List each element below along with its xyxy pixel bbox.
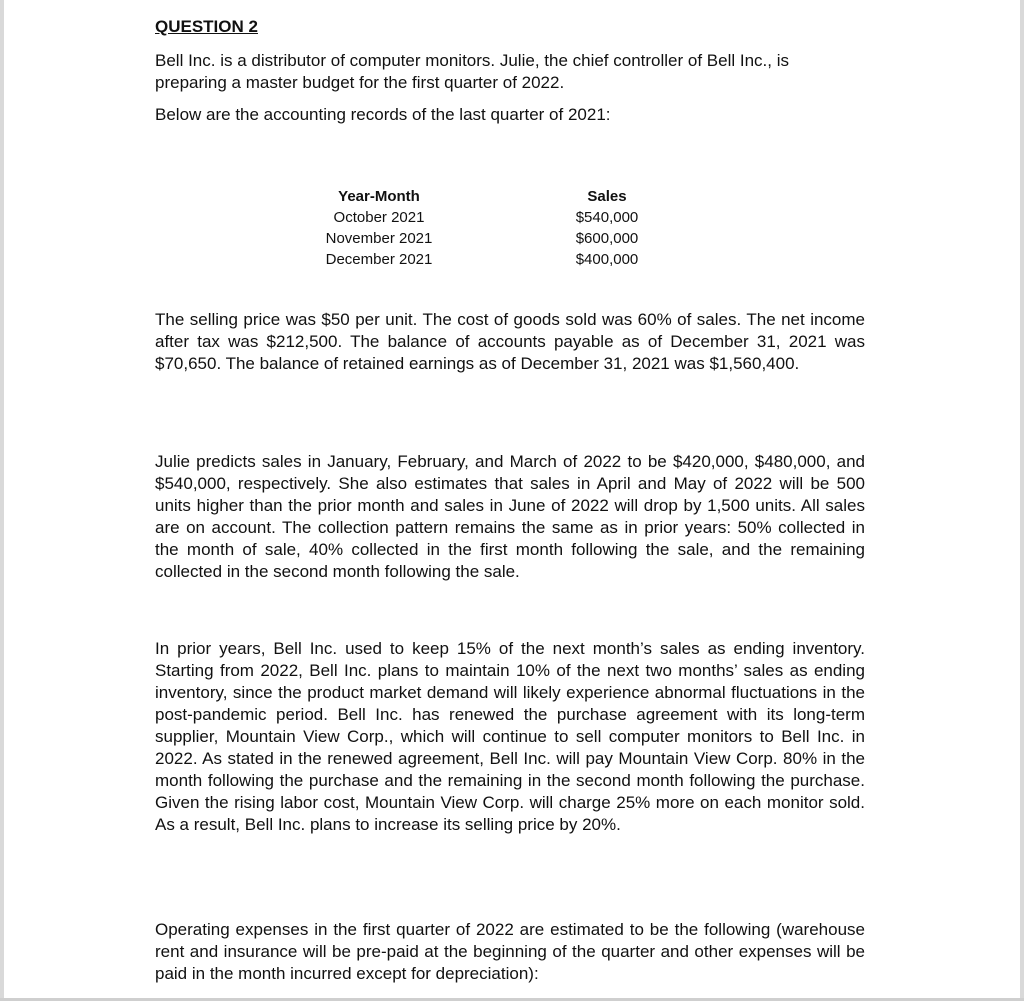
month-cell: December 2021 [325, 251, 433, 268]
sales-column [557, 186, 657, 270]
sales-header: Sales [587, 188, 627, 205]
sales-cell: $540,000 [575, 209, 639, 226]
right-window-edge [1020, 0, 1024, 1001]
sales-cell: $600,000 [575, 230, 639, 247]
inventory-paragraph: In prior years, Bell Inc. used to keep 15% of the next month’s sales as ending inventory. Starting from 2022, Bell Inc. plans to maintain 10% of the next two months’ sales as ending inventory, since the product market demand will likely experience abnormal fluctuations in the post-pandemic period. Bell Inc. has renewed the purchase agreement with its long-term supplier, Mountain View Corp., which will continue to sell computer monitors to Bell Inc. in 2022. As stated in the renewed agreement, Bell Inc. will pay Mountain View Corp. 80% in the month following the purchase and the remaining in the second month following the purchase. Given the rising labor cost, Mountain View Corp. will charge 25% more on each monitor sold. As a result, Bell Inc. plans to increase its selling price by 20%. [155, 639, 865, 834]
pricing-paragraph: The selling price was $50 per unit. The cost of goods sold was 60% of sales. The net income after tax was $212,500. The balance of accounts payable as of December 31, 2021 was $70,650. The balance of retained earnings as of December 31, 2021 was $1,560,400. [155, 310, 865, 373]
month-cell: November 2021 [325, 230, 433, 247]
sales-forecast-paragraph: Julie predicts sales in January, February, and March of 2022 to be $420,000, $480,000, and $540,000, respectively. She also estimates that sales in April and May of 2022 will be 500 units higher than the prior month and sales in June of 2022 will drop by 1,500 units. All sales are on account. The collection pattern remains the same as in prior years: 50% collected in the month of sale, 40% collected in the first month following the sale, and the remaining collected in the second month following the sale. [155, 452, 865, 581]
question-heading: QUESTION 2 [155, 17, 258, 36]
intro-paragraph: Bell Inc. is a distributor of computer monitors. Julie, the chief controller of Bell Inc., is preparing a master budget for the first quarter of 2022. [155, 51, 789, 92]
month-column [319, 186, 439, 270]
left-window-edge [0, 0, 4, 1001]
records-intro: Below are the accounting records of the last quarter of 2021: [155, 105, 611, 124]
operating-expenses-paragraph: Operating expenses in the first quarter of 2022 are estimated to be the following (warehouse rent and insurance will be pre-paid at the beginning of the quarter and other expenses will be paid in the month incurred except for depreciation): [155, 920, 865, 983]
document-page [155, 16, 865, 983]
sales-cell: $400,000 [575, 251, 639, 268]
month-header: Year-Month [338, 188, 420, 205]
month-cell: October 2021 [333, 209, 425, 226]
